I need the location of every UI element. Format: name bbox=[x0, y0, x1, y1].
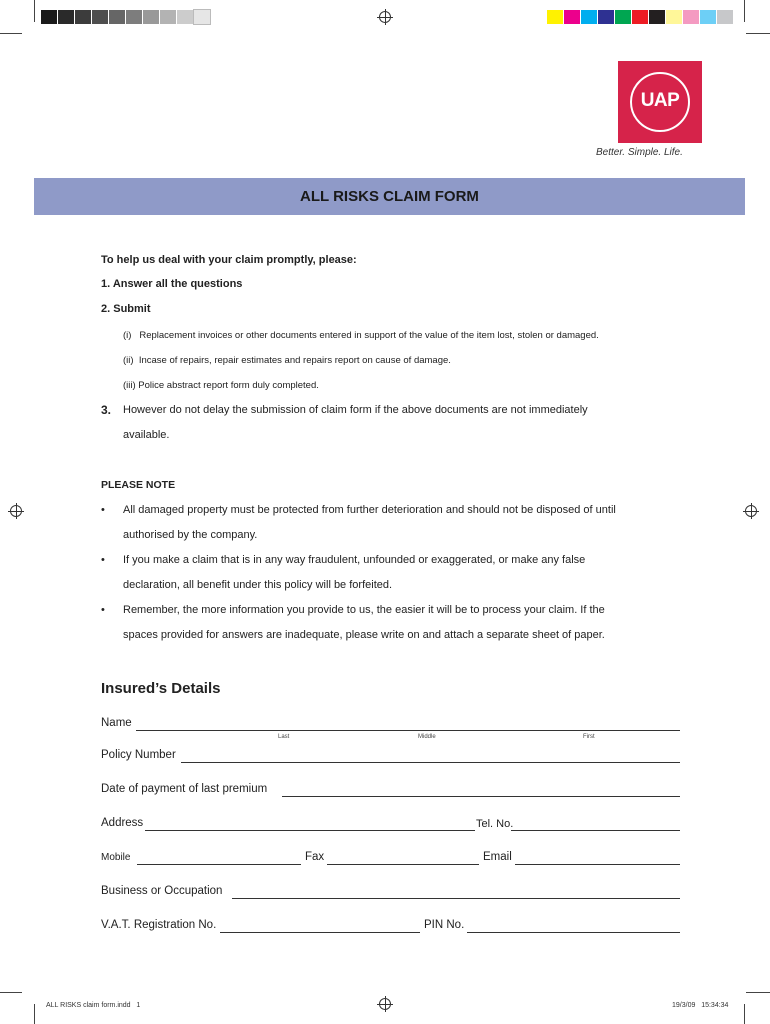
intro-heading: To help us deal with your claim promptly, please: bbox=[101, 254, 357, 266]
section-heading: Insured’s Details bbox=[101, 680, 221, 697]
color-swatch bbox=[58, 10, 74, 24]
crop-mark bbox=[0, 33, 22, 34]
color-swatch bbox=[143, 10, 159, 24]
color-swatch bbox=[109, 10, 125, 24]
note-item-line: declaration, all benefit under this policy will be forfeited. bbox=[123, 579, 393, 591]
note-item-line: If you make a claim that is in any way fraudulent, unfounded or exaggerated, or make any false bbox=[123, 554, 586, 566]
color-swatch bbox=[75, 10, 91, 24]
intro-step-3-text: However do not delay the submission of claim form if the above documents are not immediately bbox=[123, 404, 588, 416]
intro-step-3-number: 3. bbox=[101, 403, 112, 417]
color-swatch bbox=[160, 10, 176, 24]
crop-mark bbox=[744, 1004, 745, 1024]
color-swatch bbox=[666, 10, 682, 24]
name-field[interactable] bbox=[136, 730, 680, 731]
intro-sub-item: (ii) Incase of repairs, repair estimates and repairs report on cause of damage. bbox=[123, 355, 451, 366]
pin-field[interactable] bbox=[467, 932, 680, 933]
crop-mark bbox=[34, 0, 35, 22]
page-title: ALL RISKS CLAIM FORM bbox=[300, 188, 479, 205]
address-field[interactable] bbox=[145, 830, 475, 831]
color-swatch bbox=[92, 10, 108, 24]
crop-mark bbox=[744, 0, 745, 22]
vat-field[interactable] bbox=[220, 932, 420, 933]
registration-mark-icon bbox=[379, 998, 391, 1010]
footer-timestamp: 19/3/09 15:34:34 bbox=[672, 1002, 729, 1009]
registration-mark-icon bbox=[10, 505, 22, 517]
registration-mark-icon bbox=[379, 11, 391, 23]
fax-field[interactable] bbox=[327, 864, 479, 865]
vat-label: V.A.T. Registration No. bbox=[101, 919, 217, 931]
color-swatch bbox=[649, 10, 665, 24]
pin-label: PIN No. bbox=[424, 919, 465, 931]
color-swatch bbox=[564, 10, 580, 24]
uap-logo bbox=[618, 61, 702, 143]
bullet-icon: • bbox=[101, 504, 105, 516]
intro-step-1: 1. Answer all the questions bbox=[101, 278, 243, 290]
crop-mark bbox=[34, 1004, 35, 1024]
email-label: Email bbox=[483, 851, 512, 863]
logo-text: UAP bbox=[640, 90, 680, 111]
business-field[interactable] bbox=[232, 898, 680, 899]
bullet-icon: • bbox=[101, 604, 105, 616]
logo-tagline: Better. Simple. Life. bbox=[596, 147, 683, 158]
color-swatch bbox=[700, 10, 716, 24]
color-swatch bbox=[615, 10, 631, 24]
tel-label: Tel. No. bbox=[476, 818, 514, 830]
intro-step-3-text: available. bbox=[123, 429, 170, 441]
color-swatch bbox=[194, 10, 210, 24]
fax-label: Fax bbox=[305, 851, 325, 863]
crop-mark bbox=[746, 992, 770, 993]
color-swatch bbox=[41, 10, 57, 24]
mobile-label: Mobile bbox=[101, 852, 131, 863]
color-swatch bbox=[177, 10, 193, 24]
bullet-icon: • bbox=[101, 554, 105, 566]
intro-sub-item: (i) Replacement invoices or other documents entered in support of the value of the item lost, stolen or damaged. bbox=[123, 330, 599, 341]
color-swatch bbox=[683, 10, 699, 24]
address-label: Address bbox=[101, 817, 144, 829]
footer-filename: ALL RISKS claim form.indd 1 bbox=[46, 1002, 141, 1009]
premium-date-field[interactable] bbox=[282, 796, 680, 797]
color-swatch bbox=[717, 10, 733, 24]
note-item-line: All damaged property must be protected from further deterioration and should not be disposed of until bbox=[123, 504, 616, 516]
note-item-line: Remember, the more information you provide to us, the easier it will be to process your claim. If the bbox=[123, 604, 605, 616]
color-swatch bbox=[598, 10, 614, 24]
name-sub-label: Middle bbox=[418, 734, 436, 740]
note-heading: PLEASE NOTE bbox=[101, 479, 176, 491]
premium-date-label: Date of payment of last premium bbox=[101, 783, 268, 795]
tel-field[interactable] bbox=[511, 830, 680, 831]
policy-number-label: Policy Number bbox=[101, 749, 176, 761]
note-item-line: spaces provided for answers are inadequate, please write on and attach a separate sheet of paper. bbox=[123, 629, 605, 641]
policy-number-field[interactable] bbox=[181, 762, 680, 763]
color-swatch bbox=[632, 10, 648, 24]
color-swatch bbox=[547, 10, 563, 24]
color-swatch bbox=[581, 10, 597, 24]
registration-mark-icon bbox=[745, 505, 757, 517]
business-label: Business or Occupation bbox=[101, 885, 223, 897]
intro-step-2: 2. Submit bbox=[101, 303, 151, 315]
title-bar bbox=[34, 178, 745, 215]
color-swatch bbox=[126, 10, 142, 24]
name-sub-label: First bbox=[583, 734, 595, 740]
crop-mark bbox=[746, 33, 770, 34]
name-label: Name bbox=[101, 717, 132, 729]
email-field[interactable] bbox=[515, 864, 680, 865]
crop-mark bbox=[0, 992, 22, 993]
intro-sub-item: (iii) Police abstract report form duly completed. bbox=[123, 380, 319, 391]
name-sub-label: Last bbox=[278, 734, 290, 740]
note-item-line: authorised by the company. bbox=[123, 529, 258, 541]
mobile-field[interactable] bbox=[137, 864, 301, 865]
